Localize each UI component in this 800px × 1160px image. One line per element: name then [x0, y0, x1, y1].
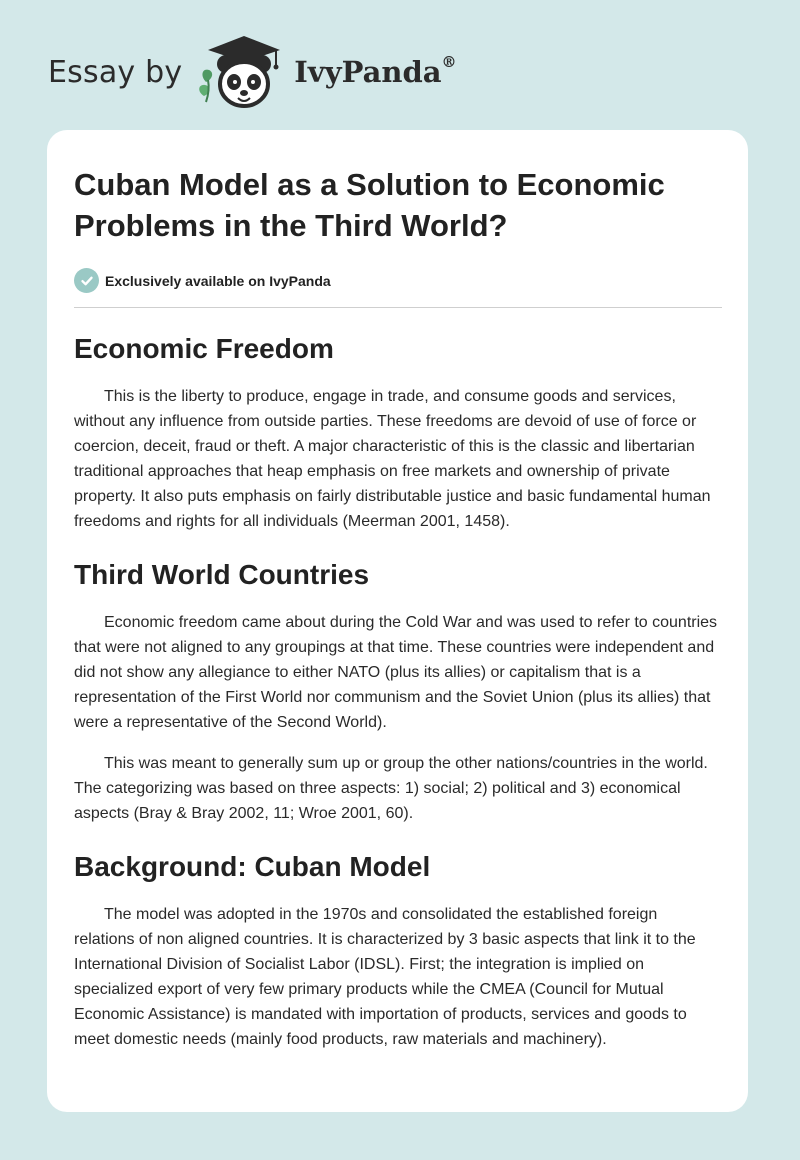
- brand-text: IvyPanda: [294, 55, 442, 89]
- paragraph: Economic freedom came about during the Cold War and was used to refer to countries that were not aligned to any groupings at that time. These countries were independent and did not show any allegiance to either NATO (plus its allies) or capitalism that is a representation of the First World nor communism and the Soviet Union (plus its allies) that were a representative of the Second World).: [74, 614, 718, 731]
- panda-graduate-logo-icon[interactable]: [196, 30, 288, 114]
- essay-title: Cuban Model as a Solution to Economic Problems in the Third World?: [74, 167, 665, 243]
- site-header: [48, 30, 457, 114]
- section-heading-third-world-countries: Third World Countries: [74, 559, 370, 590]
- essay-content: [74, 164, 722, 1068]
- paragraph: This is the liberty to produce, engage in trade, and consume goods and services, without any influence from outside parties. These freedoms are devoid of use of force or coercion, deceit, fraud or theft. A major characteristic of this is the classic and libertarian traditional approaches that heap emphasis on free markets and ownership of private property. It also puts emphasis on fairly distributable justice and basic fundamental human freedoms and rights for all individuals (Meerman 2001, 1458).: [74, 388, 711, 530]
- section-heading-background-cuban-model: Background: Cuban Model: [74, 851, 431, 882]
- check-icon: [74, 268, 99, 293]
- exclusive-badge: [74, 268, 722, 308]
- paragraph: The model was adopted in the 1970s and consolidated the established foreign relations of non aligned countries. It is characterized by 3 basic aspects that link it to the International Division of Socialist Labor (IDSL). First; the integration is implied on specialized export of very few primary products while the CMEA (Council for Mutual Economic Assistance) is mandated with importation of products, services and goods to meet domestic needs (mainly food products, raw materials and machinery).: [74, 906, 696, 1048]
- essay-by-label: Essay by: [48, 54, 183, 90]
- essay-card: [47, 130, 748, 1112]
- brand-name[interactable]: [294, 55, 456, 89]
- exclusive-badge-label: Exclusively available on IvyPanda: [105, 272, 331, 289]
- section-heading-economic-freedom: Economic Freedom: [74, 333, 334, 364]
- paragraph: This was meant to generally sum up or group the other nations/countries in the world. The categorizing was based on three aspects: 1) social; 2) political and 3) economical aspects (Bray & Bray 2002, 11; Wroe 2001, 60).: [74, 755, 708, 822]
- registered-mark: ®: [441, 53, 457, 71]
